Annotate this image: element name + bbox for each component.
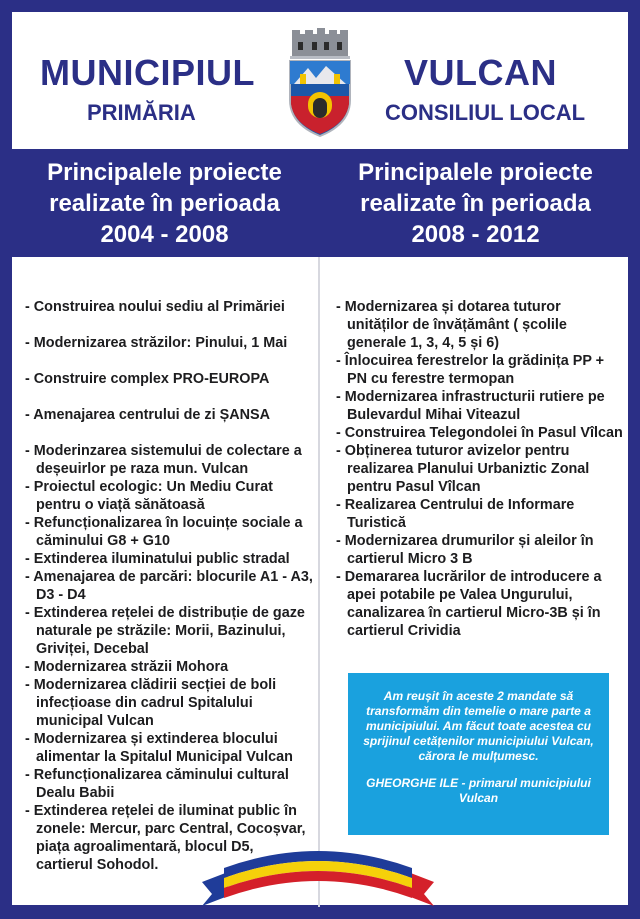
mayor-signature-line1: GHEORGHE ILE - primarul municipiului (366, 776, 591, 790)
header-left-subtitle: PRIMĂRIA (87, 100, 196, 125)
list-item: - Construire complex PRO-EUROPA (25, 371, 270, 387)
coat-of-arms-icon (286, 28, 354, 138)
header-right-subtitle: CONSILIUL LOCAL (385, 100, 586, 125)
column-divider (318, 257, 320, 907)
list-item: - Înlocuirea ferestrelor la grădinița PP + PN cu ferestre termopan (336, 353, 605, 387)
list-item: - Construirea Telegondolei în Pasul Vîlcan (336, 425, 623, 441)
list-item: - Amenajarea centrului de zi ȘANSA (25, 407, 270, 423)
tricolor-ribbon-icon (198, 838, 438, 912)
list-item: - Modernizarea clădirii secției de boli infecțioase din cadrul Spitalului municipal Vulcan (25, 677, 277, 729)
list-item: - Moderinzarea sistemului de colectare a deșeuirlor pe raza mun. Vulcan (25, 443, 302, 477)
list-item: - Extinderea rețelei de distribuție de gaze naturale pe străzile: Morii, Bazinului, Griviței, Decebal (25, 605, 305, 657)
right-heading-line2: realizate în perioada (360, 190, 591, 217)
list-item: - Proiectul ecologic: Un Mediu Curat pentru o viață sănătoasă (25, 479, 273, 513)
left-heading (12, 149, 317, 257)
list-item: - Modernizarea drumurilor și aleilor în cartierul Micro 3 B (336, 533, 594, 567)
list-item: - Modernizarea străzii Mohora (25, 659, 229, 675)
header-right-title: VULCAN (404, 52, 557, 93)
list-item: - Extinderea iluminatului public stradal (25, 551, 290, 567)
mayor-message: Am reușit în aceste 2 mandate să transformăm din temelie o mare parte a municipiului. Am făcut toate acestea cu sprijinul cetățenilor municipiului Vulcan, cărora le mulțumesc. (363, 689, 594, 763)
list-item: - Modernizarea străzilor: Pinului, 1 Mai (25, 335, 288, 351)
right-heading (323, 149, 628, 257)
list-item: - Refuncționalizarea în locuințe sociale a căminului G8 + G10 (25, 515, 303, 549)
list-item: - Construirea noului sediu al Primăriei (25, 299, 285, 315)
list-item: - Amenajarea de parcări: blocurile A1 - A3, D3 - D4 (25, 569, 313, 603)
list-item: - Demararea lucrărilor de introducere a apei potabile pe Valea Ungurului, canalizarea în cartierul Micro-3B și în cartierul Crividia (336, 569, 602, 639)
left-heading-line1: Principalele proiecte (47, 159, 282, 186)
right-heading-period: 2008 - 2012 (411, 221, 540, 248)
list-item: - Modernizarea infrastructurii rutiere pe Bulevardul Mihai Viteazul (336, 389, 605, 423)
list-item: - Extinderea rețelei de iluminat public în zonele: Mercur, parc Central, Cocoșvar, piața agroalimentară, blocul D5, cartierul Sohodol. (25, 803, 306, 873)
list-item: - Refuncționalizarea căminului cultural Dealu Babii (25, 767, 289, 801)
list-item: - Modernizarea și dotarea tuturor unităților de învățământ ( școlile generale 1, 3, 4, 5 și 6) (336, 299, 567, 351)
list-item: - Modernizarea și extinderea blocului alimentar la Spitalul Municipal Vulcan (25, 731, 293, 765)
list-item: - Obținerea tuturor avizelor pentru realizarea Planului Urbaniztic Zonal pentru Pasul Vîlcan (336, 443, 590, 495)
list-item: - Realizarea Centrului de Informare Turistică (336, 497, 575, 531)
right-project-list (333, 298, 623, 640)
left-project-list (22, 298, 314, 874)
mayor-signature-line2: Vulcan (458, 791, 499, 805)
header-left-title: MUNICIPIUL (40, 52, 255, 93)
left-heading-period: 2004 - 2008 (100, 221, 229, 248)
left-heading-line2: realizate în perioada (49, 190, 280, 217)
right-heading-line1: Principalele proiecte (358, 159, 593, 186)
mayor-message-box (348, 673, 609, 835)
